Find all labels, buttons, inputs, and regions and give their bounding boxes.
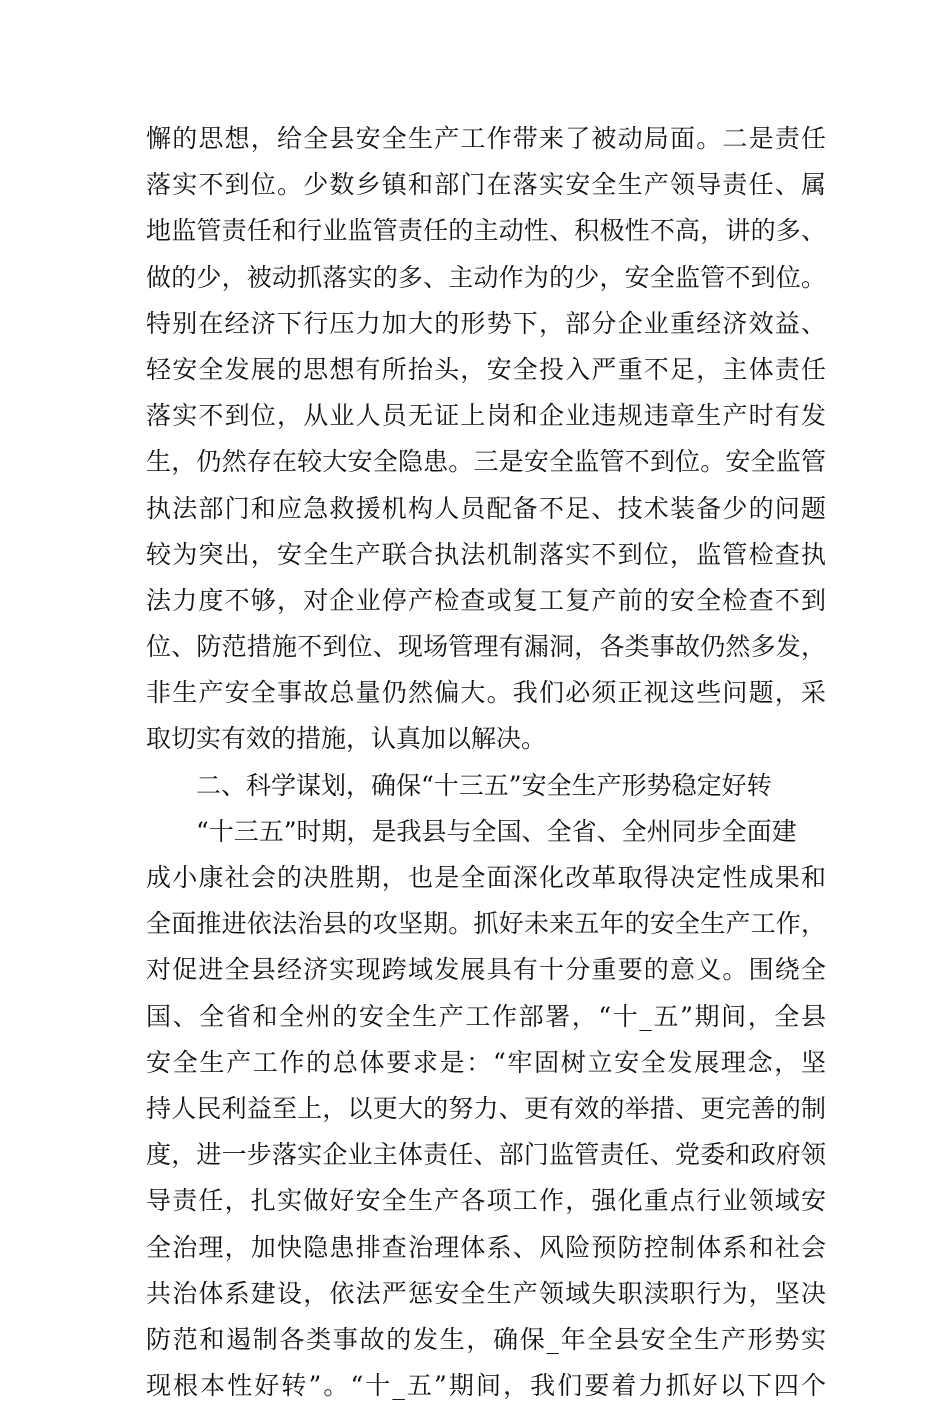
text-line: 国、全省和全州的安全生产工作部署，“十_五”期间，全县	[146, 1001, 826, 1031]
text-line: 地监管责任和行业监管责任的主动性、积极性不高，讲的多、	[146, 216, 826, 246]
text-line: 落实不到位，从业人员无证上岗和企业违规违章生产时有发	[146, 401, 826, 431]
text-line: 成小康社会的决胜期，也是全面深化改革取得决定性成果和	[146, 863, 826, 892]
text-line: 法力度不够，对企业停产检查或复工复产前的安全检查不到	[146, 585, 826, 615]
text-line: 特别在经济下行压力加大的形势下，部分企业重经济效益、	[146, 308, 826, 338]
text-line: 全面推进依法治县的攻坚期。抓好未来五年的安全生产工作，	[146, 909, 826, 939]
text-line: 导责任，扎实做好安全生产各项工作，强化重点行业领域安	[146, 1186, 826, 1216]
text-line: 安全生产工作的总体要求是：“牢固树立安全发展理念，坚	[146, 1047, 826, 1077]
text-line: 生，仍然存在较大安全隐患。三是安全监管不到位。安全监管	[146, 447, 826, 477]
text-line: 位、防范措施不到位、现场管理有漏洞，各类事故仍然多发，	[146, 632, 826, 662]
text-line: 现根本性好转”。“十_五”期间，我们要着力抓好以下四个	[146, 1371, 826, 1401]
paragraph-first-line: “十三五”时期，是我县与全国、全省、全州同步全面建	[196, 816, 797, 846]
text-line: 执法部门和应急救援机构人员配备不足、技术装备少的问题	[146, 493, 826, 523]
text-line: 非生产安全事故总量仍然偏大。我们必须正视这些问题，采	[146, 678, 826, 708]
text-line: 度，进一步落实企业主体责任、部门监管责任、党委和政府领	[146, 1140, 826, 1170]
text-line: 做的少，被动抓落实的多、主动作为的少，安全监管不到位。	[146, 262, 826, 292]
text-line: 共治体系建设，依法严惩安全生产领域失职渎职行为，坚决	[146, 1278, 826, 1308]
text-line: 全治理，加快隐患排查治理体系、风险预防控制体系和社会	[146, 1232, 826, 1262]
text-line: 轻安全发展的思想有所抬头，安全投入严重不足，主体责任	[146, 354, 826, 384]
text-line: 较为突出，安全生产联合执法机制落实不到位，监管检查执	[146, 539, 826, 569]
body-text	[146, 116, 826, 1409]
text-line: 防范和遏制各类事故的发生，确保_年全县安全生产形势实	[146, 1324, 826, 1354]
text-line: 懈的思想，给全县安全生产工作带来了被动局面。二是责任	[146, 124, 826, 153]
text-line: 取切实有效的措施，认真加以解决。	[146, 724, 547, 754]
section-heading: 二、科学谋划，确保“十三五”安全生产形势稳定好转	[196, 770, 772, 800]
text-line: 持人民利益至上，以更大的努力、更有效的举措、更完善的制	[146, 1093, 826, 1123]
text-line: 对促进全县经济实现跨域发展具有十分重要的意义。围绕全	[146, 955, 826, 985]
text-line: 落实不到位。少数乡镇和部门在落实安全生产领导责任、属	[146, 170, 826, 200]
